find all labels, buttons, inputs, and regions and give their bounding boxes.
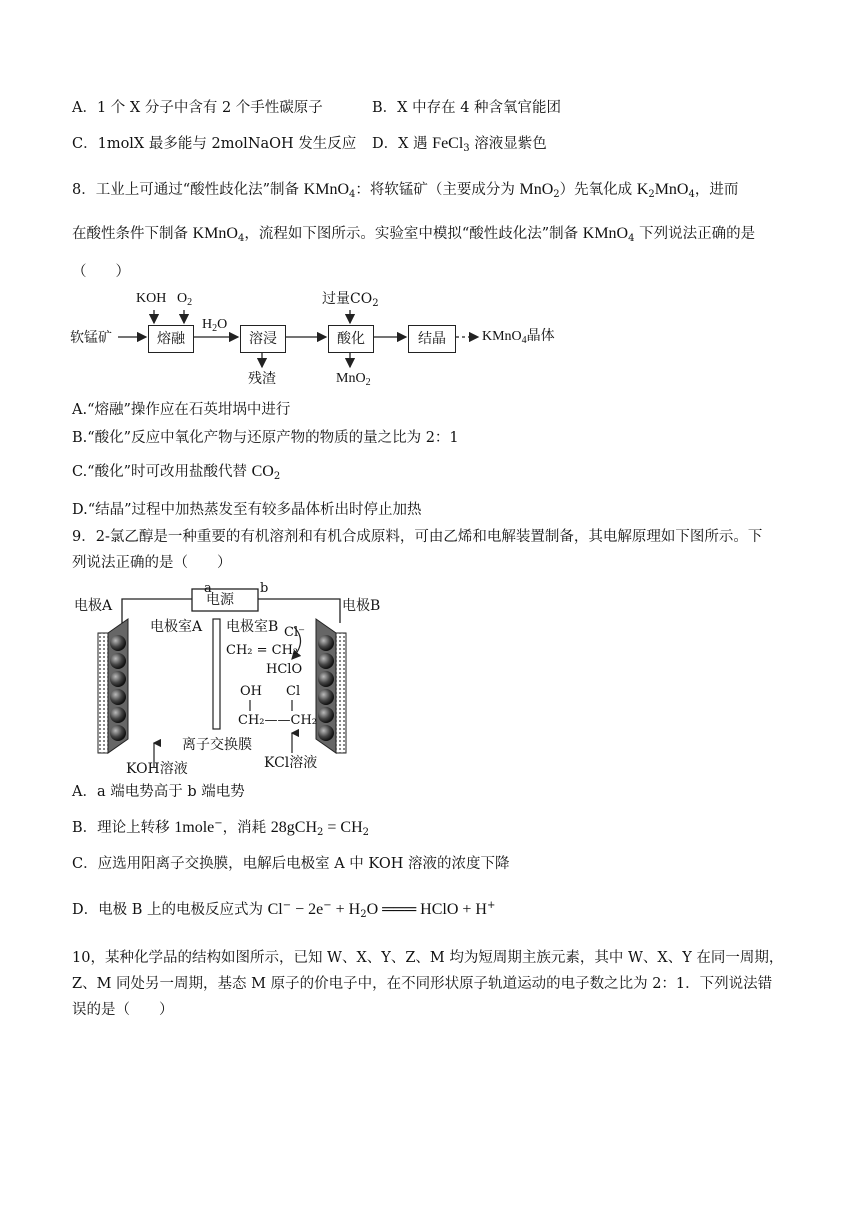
chamber-a-label: 电极室A bbox=[150, 619, 203, 635]
flow-residue-label: 残渣 bbox=[248, 371, 276, 387]
flow-product-label: KMnO$_4$晶体 bbox=[482, 329, 555, 346]
q9-option-b: B．理论上转移 1mole−，消耗 $28gCH_2 = CH_2$ bbox=[72, 818, 369, 838]
q8-answer-paren: （ ） bbox=[72, 264, 130, 280]
kcl-solution-label: KCl溶液 bbox=[264, 755, 318, 771]
ethylene-label: CH₂ = CH₂ bbox=[226, 643, 299, 658]
q8-option-c: C.“酸化”时可改用盐酸代替 $CO_2$ bbox=[72, 463, 281, 482]
chamber-b-label: 电极室B bbox=[226, 619, 279, 635]
terminal-a-label: a bbox=[204, 581, 212, 596]
chloride-ion-label: Cl⁻ bbox=[284, 625, 305, 640]
q8-stem-line2: 在酸性条件下制备 KMnO$_4$，流程如下图所示。实验室中模拟“酸性歧化法”制备 KMnO$_4$ 下列说法正确的是 bbox=[72, 225, 756, 244]
flow-mno2-label: MnO$_2$ bbox=[336, 371, 371, 388]
electrode-a-label: 电极A bbox=[74, 598, 113, 614]
q9-stem-line2: 列说法正确的是（ ） bbox=[72, 555, 232, 571]
cl-group-label: Cl bbox=[286, 684, 301, 699]
power-source-label: 电源 bbox=[206, 592, 234, 608]
terminal-b-label: b bbox=[260, 581, 269, 596]
q9-option-c: C．应选用阳离子交换膜，电解后电极室 A 中 KOH 溶液的浓度下降 bbox=[72, 856, 510, 872]
q8-option-b: B.“酸化”反应中氧化产物与还原产物的物质的量之比为 2：1 bbox=[72, 430, 459, 446]
oh-group-label: OH bbox=[240, 684, 262, 699]
membrane-label: 离子交换膜 bbox=[182, 737, 252, 753]
q7-option-d: D．X 遇 FeCl$_3$ 溶液显紫色 bbox=[372, 135, 547, 154]
q7-option-c: C．1molX 最多能与 2molNaOH 发生反应 bbox=[72, 136, 357, 152]
q9-option-d: D．电极 B 上的电极反应式为 $Cl^- - 2e^- + H_2O$ ═══ HClO + H+ bbox=[72, 900, 496, 920]
q10-stem-line3: 误的是（ ） bbox=[72, 1002, 174, 1018]
koh-solution-label: KOH溶液 bbox=[126, 761, 188, 777]
flow-co2-label: 过量$CO_2$ bbox=[322, 291, 379, 309]
q8-flowchart bbox=[70, 285, 570, 395]
flow-h2o-label: $H_2O$ bbox=[202, 317, 228, 334]
hclo-label: HClO bbox=[266, 662, 303, 677]
q9-stem-line1: 9．2-氯乙醇是一种重要的有机溶剂和有机合成原料，可由乙烯和电解装置制备，其电解原理如下图所示。下 bbox=[72, 529, 763, 545]
flow-koh-label: KOH bbox=[136, 291, 167, 306]
q9-option-a: A．a 端电势高于 b 端电势 bbox=[72, 784, 245, 800]
flow-start-label: 软锰矿 bbox=[70, 330, 112, 346]
q10-stem-line2: Z、M 同处另一周期，基态 M 原子的价电子中，在不同形状原子轨道运动的电子数之比为 2：1．下列说法错 bbox=[72, 976, 773, 992]
flow-box-leaching: 溶浸 bbox=[240, 325, 286, 353]
q8-option-a: A.“熔融”操作应在石英坩埚中进行 bbox=[72, 402, 291, 418]
electrode-b-label: 电极B bbox=[342, 598, 381, 614]
q9-electrolysis-diagram bbox=[70, 581, 381, 779]
flow-o2-label: $O_2$ bbox=[177, 291, 193, 308]
q10-stem-line1: 10，某种化学品的结构如图所示，已知 W、X、Y、Z、M 均为短周期主族元素，其中 W、X、Y 在同一周期， bbox=[72, 950, 784, 966]
q8-option-d: D.“结晶”过程中加热蒸发至有较多晶体析出时停止加热 bbox=[72, 502, 422, 518]
q7-option-a: A．1 个 X 分子中含有 2 个手性碳原子 bbox=[72, 100, 323, 116]
chloroethanol-chain-label: CH₂——CH₂ bbox=[238, 713, 317, 728]
flow-box-acidify: 酸化 bbox=[328, 325, 374, 353]
flow-box-melting: 熔融 bbox=[148, 325, 194, 353]
q8-stem-line1: 8．工业上可通过“酸性歧化法”制备 KMnO$_4$：将软锰矿（主要成分为 MnO$_2$）先氧化成 $K_2MnO_4$，进而 bbox=[72, 181, 739, 200]
q7-option-b: B．X 中存在 4 种含氧官能团 bbox=[372, 100, 562, 116]
flow-box-crystallize: 结晶 bbox=[408, 325, 456, 353]
